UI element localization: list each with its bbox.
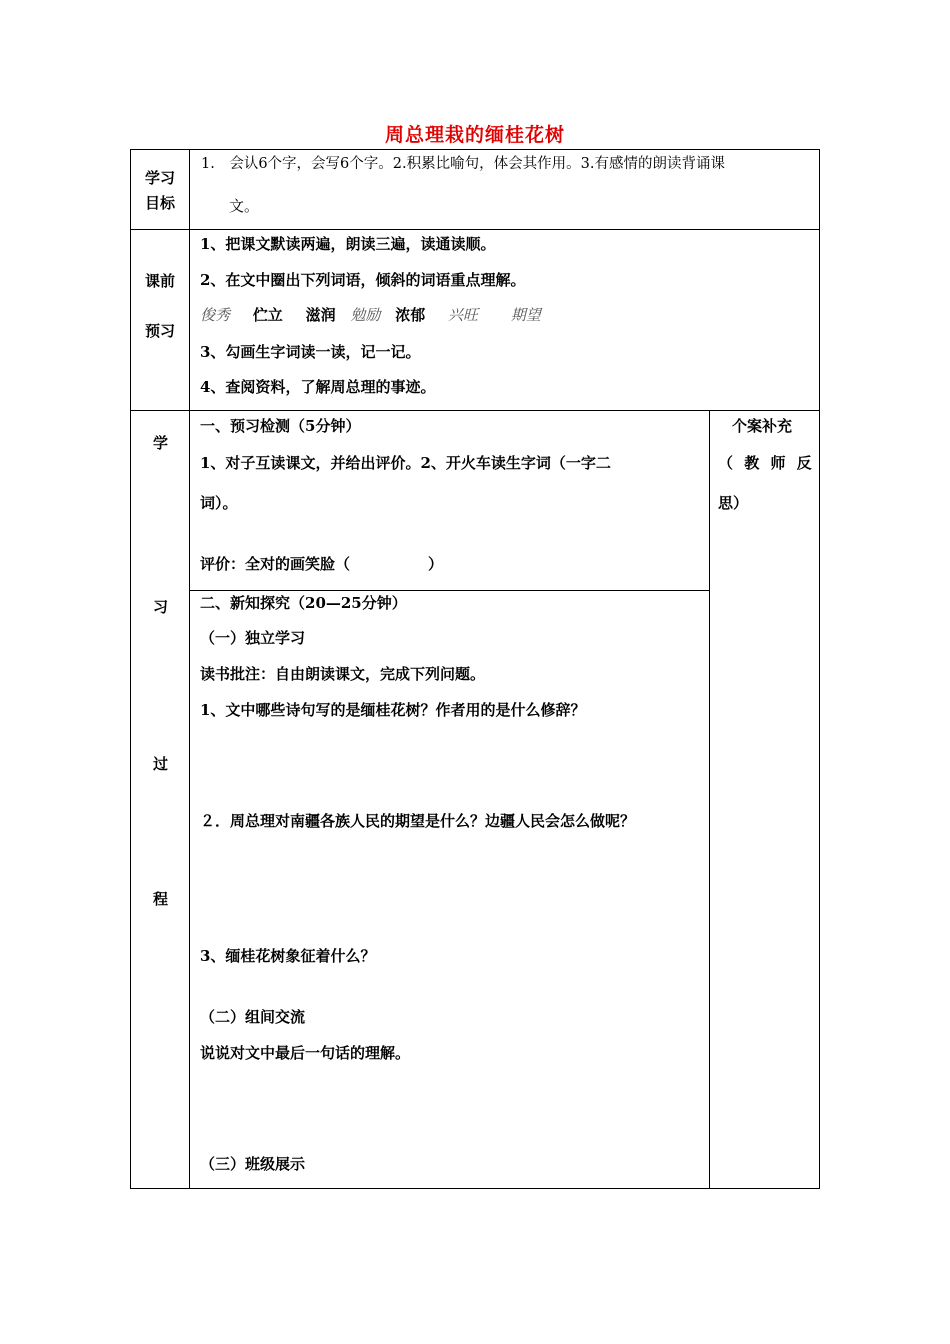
- word-junxiu: 俊秀: [200, 306, 231, 324]
- part-divider: [189, 590, 710, 591]
- part2-instruction: 读书批注：自由朗读课文，完成下列问题。: [200, 665, 486, 683]
- part1-heading: 一、预习检测（5分钟）: [200, 417, 361, 435]
- preview-label-2: 预习: [145, 322, 176, 340]
- word-ziren: 滋润: [305, 306, 336, 324]
- vocabulary-words: [200, 305, 541, 325]
- evaluation-prefix: 评价：全对的画笑脸（: [200, 555, 351, 573]
- preview-label-1: 课前: [145, 272, 176, 290]
- table-border-left: [130, 149, 131, 1189]
- table-border-right: [819, 149, 820, 1189]
- part1-line-2: 词）。: [200, 494, 238, 512]
- side-column-title: 个案补充: [732, 417, 793, 435]
- question-1: 1、文中哪些诗句写的是缅桂花树？作者用的是什么修辞？: [200, 701, 586, 719]
- preview-item-4: 4、查阅资料，了解周总理的事迹。: [200, 378, 436, 396]
- part2-sub-1: （一）独立学习: [200, 629, 306, 647]
- preview-item-1: 1、把课文默读两遍，朗读三遍，读通读顺。: [200, 235, 496, 253]
- word-mianli: 勉励: [350, 306, 381, 324]
- part2-discussion: 说说对文中最后一句话的理解。: [200, 1044, 411, 1062]
- table-border-top: [130, 149, 820, 150]
- goals-text-line1: 1. 会认6个字，会写6个字。2.积累比喻句，体会其作用。3.有感情的朗读背诵课: [201, 156, 725, 172]
- word-qiwang: 期望: [510, 306, 541, 324]
- process-label-xue: 学: [153, 434, 169, 452]
- goals-text-line2: 文。: [229, 197, 260, 215]
- question-2: ２．周总理对南疆各族人民的期望是什么？边疆人民会怎么做呢？: [200, 812, 636, 830]
- preview-item-2: 2、在文中圈出下列词语，倾斜的词语重点理解。: [200, 271, 526, 289]
- part1-evaluation: [200, 554, 443, 574]
- row-divider-preview: [130, 410, 820, 411]
- side-column-sub-1: （ 教 师 反: [718, 454, 812, 472]
- word-zhuli: 伫立: [252, 306, 283, 324]
- label-column-divider: [189, 149, 190, 1189]
- side-column-divider: [709, 410, 710, 1189]
- row-divider-goals: [130, 229, 820, 230]
- process-label-xi: 习: [153, 598, 169, 616]
- table-border-bottom: [130, 1188, 820, 1189]
- goals-label-1: 学习: [145, 169, 176, 187]
- part2-sub-2: （二）组间交流: [200, 1008, 306, 1026]
- process-label-cheng: 程: [153, 890, 169, 908]
- evaluation-suffix: ）: [428, 555, 444, 573]
- part2-sub-3: （三）班级展示: [200, 1155, 306, 1173]
- page-title: 周总理栽的缅桂花树: [384, 124, 565, 146]
- question-3: 3、缅桂花树象征着什么？: [200, 947, 376, 965]
- side-column-sub-2: 思）: [718, 494, 749, 512]
- part2-heading: 二、新知探究（20—25分钟）: [200, 594, 407, 612]
- preview-item-3: 3、勾画生字词读一读，记一记。: [200, 343, 421, 361]
- process-label-guo: 过: [153, 755, 169, 773]
- word-xingwang: 兴旺: [447, 306, 478, 324]
- word-nongyu: 浓郁: [395, 306, 426, 324]
- goals-label-2: 目标: [145, 194, 176, 212]
- part1-line-1: 1、对子互读课文，并给出评价。2、开火车读生字词（一字二: [200, 454, 611, 472]
